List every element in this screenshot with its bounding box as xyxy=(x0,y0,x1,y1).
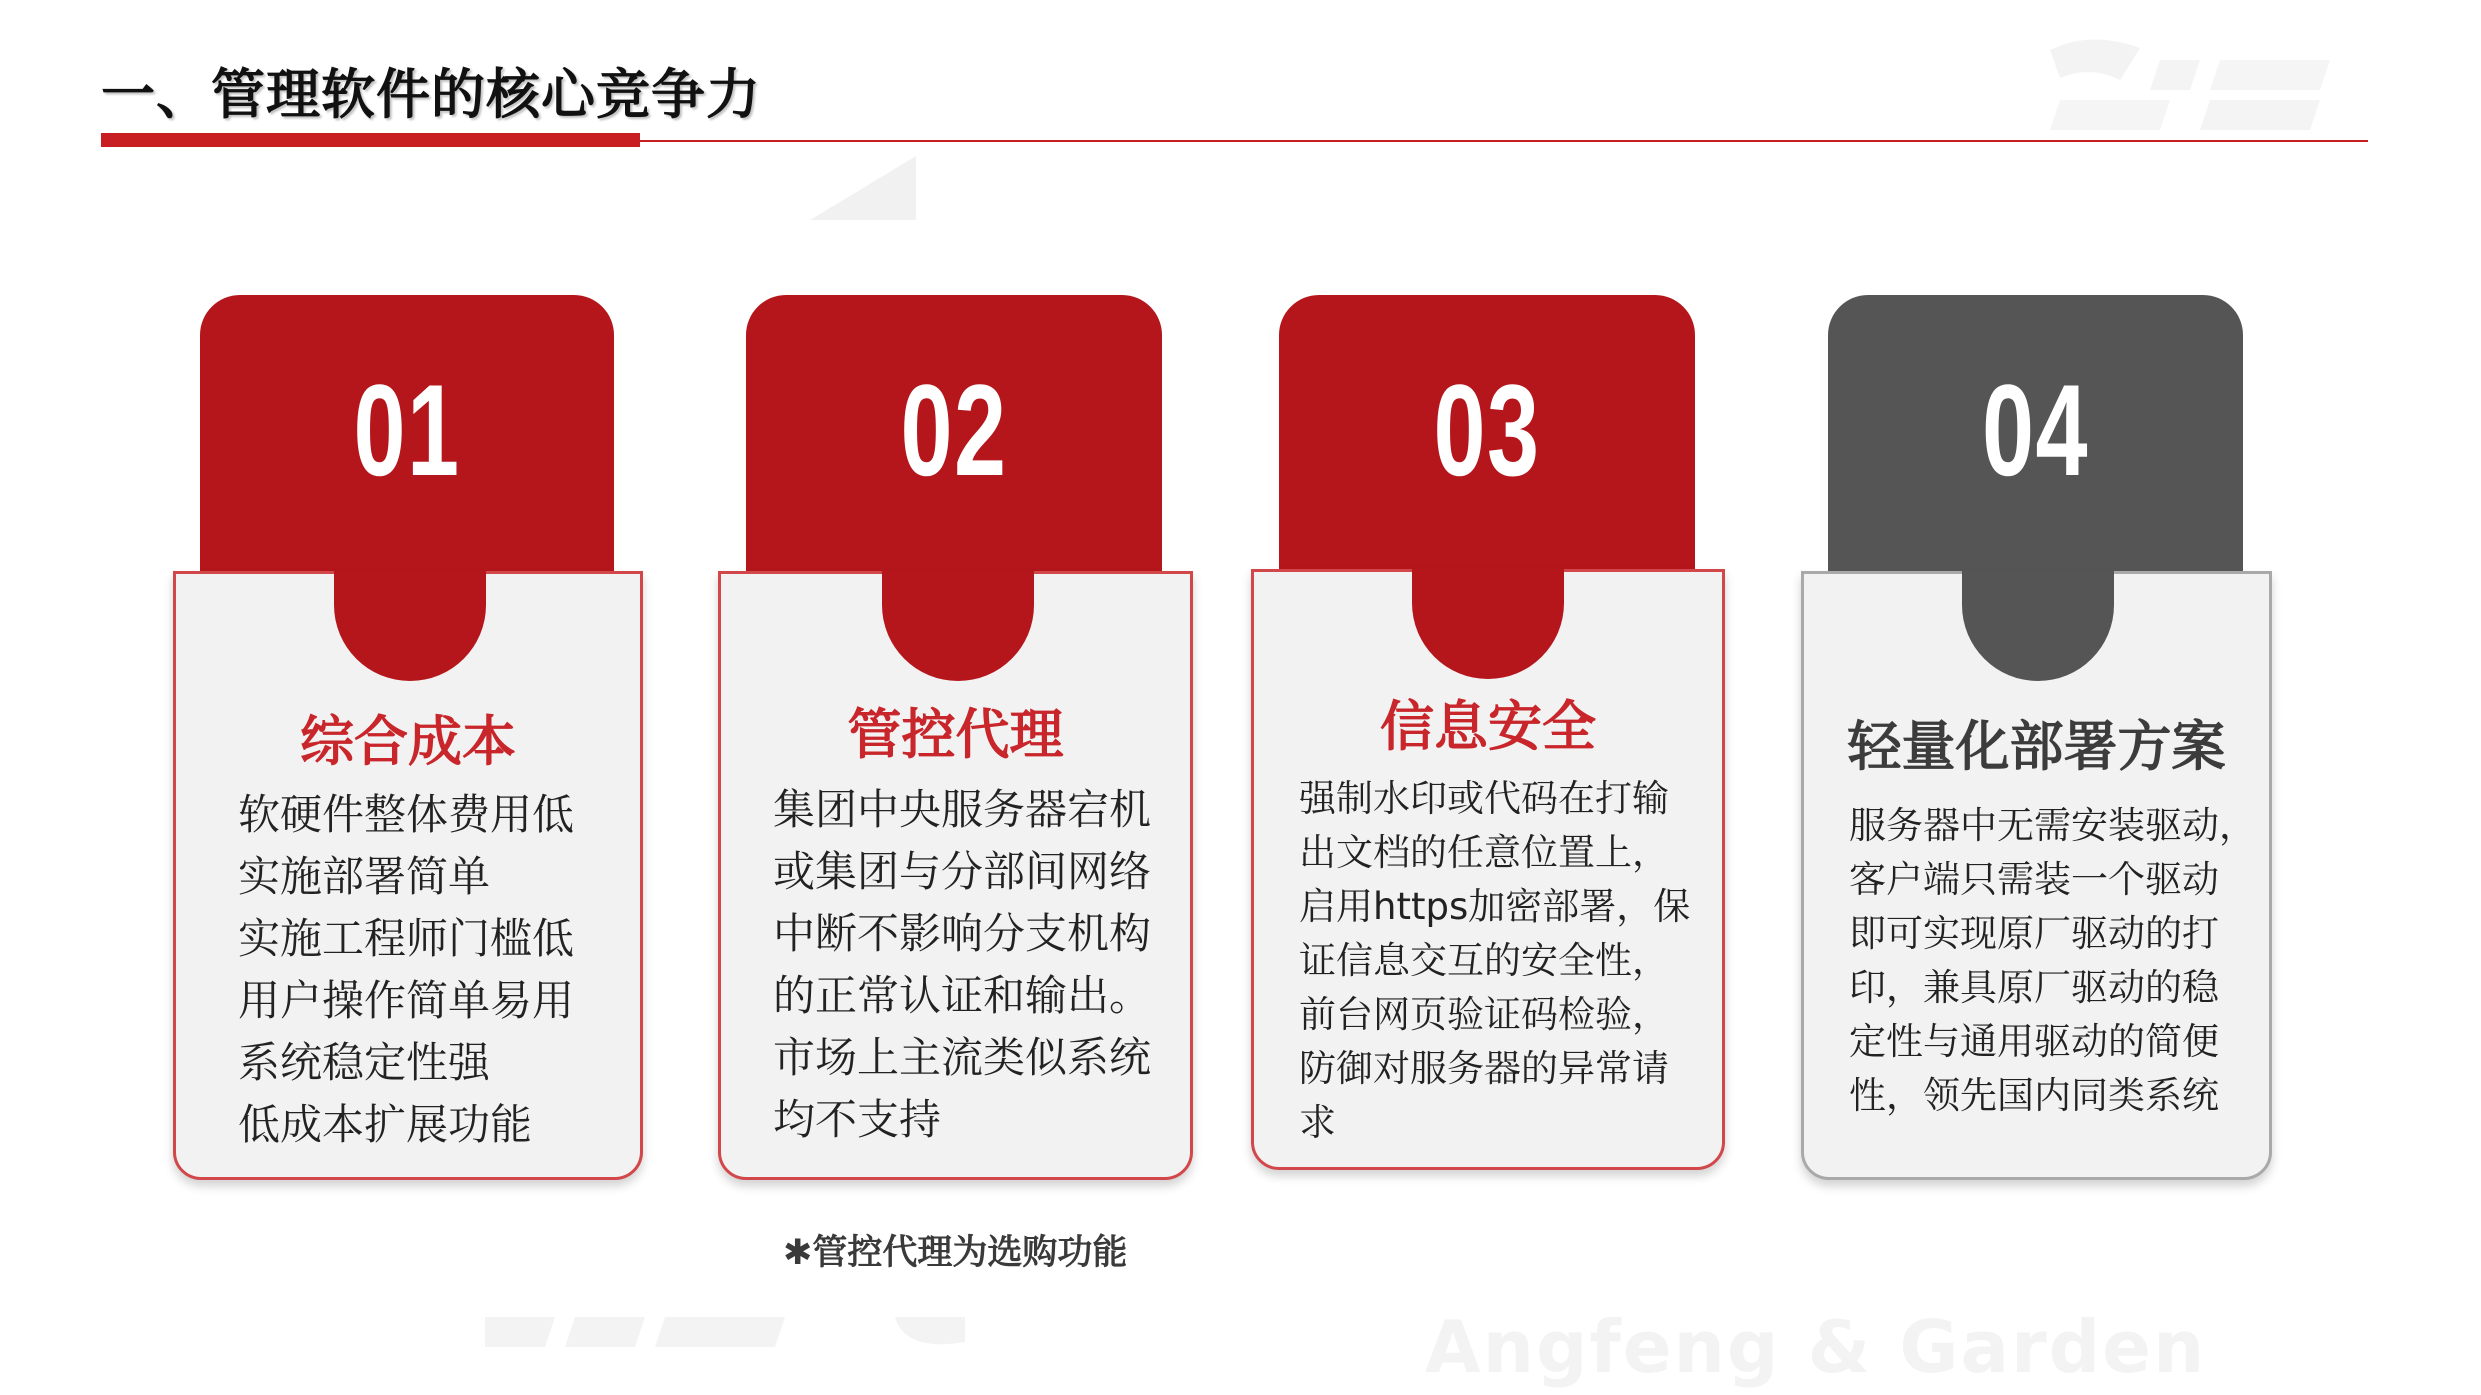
feature-card-2 xyxy=(718,295,1193,1180)
card-line: 的正常认证和输出。 xyxy=(773,971,1152,1020)
card-tab xyxy=(334,571,486,681)
card-line: 实施工程师门槛低 xyxy=(238,914,575,963)
card-line: 定性与通用驱动的简便 xyxy=(1849,1020,2219,1063)
watermark-shapes xyxy=(485,1312,965,1352)
card-line: 集团中央服务器宕机 xyxy=(773,785,1152,834)
card-title: 综合成本 xyxy=(300,710,516,773)
card-body xyxy=(718,571,1193,1180)
card-header xyxy=(1279,295,1695,573)
watermark-triangle xyxy=(810,156,916,220)
card-line: 服务器中无需安装驱动， xyxy=(1849,804,2256,847)
card-line: 求 xyxy=(1299,1101,1336,1144)
card-line: 或集团与分部间网络 xyxy=(773,847,1152,896)
card-line: 前台网页验证码检验， xyxy=(1299,993,1669,1036)
card-tab xyxy=(882,571,1034,681)
card-line: 即可实现原厂驱动的打 xyxy=(1849,912,2219,955)
card-number: 04 xyxy=(1981,357,2089,503)
card-line: 均不支持 xyxy=(773,1095,942,1144)
card-tab xyxy=(1962,571,2114,681)
page-title: 一、管理软件的核心竞争力 xyxy=(101,63,761,126)
card-line: 证信息交互的安全性， xyxy=(1299,939,1669,982)
card-line: 中断不影响分支机构 xyxy=(773,909,1152,958)
watermark-logo xyxy=(2030,20,2350,140)
card-number: 01 xyxy=(353,357,461,503)
card-title: 轻量化部署方案 xyxy=(1847,715,2226,778)
card-line: 客户端只需装一个驱动 xyxy=(1849,858,2219,901)
card-body xyxy=(1251,569,1725,1170)
card-line: 实施部署简单 xyxy=(238,852,491,901)
card-title: 管控代理 xyxy=(847,703,1064,766)
card-description xyxy=(773,779,1151,1151)
card-tab xyxy=(1412,569,1564,679)
card-description xyxy=(1849,799,2256,1123)
card-body xyxy=(173,571,643,1180)
card-line: 出文档的任意位置上， xyxy=(1299,831,1669,874)
watermark-brand-text: Angfeng & Garden xyxy=(1425,1305,2207,1389)
card-number: 02 xyxy=(900,357,1008,503)
card-header xyxy=(1828,295,2243,575)
card-header xyxy=(746,295,1162,575)
title-accent-bar xyxy=(101,133,640,147)
feature-card-4 xyxy=(1801,295,2272,1180)
card-line: 软硬件整体费用低 xyxy=(238,790,575,839)
feature-card-1 xyxy=(173,295,643,1180)
card-title: 信息安全 xyxy=(1380,695,1596,758)
card-body xyxy=(1801,571,2272,1180)
footnote: ✱管控代理为选购功能 xyxy=(783,1233,1128,1273)
card-line: 系统稳定性强 xyxy=(238,1038,491,1087)
card-line: 市场上主流类似系统 xyxy=(773,1033,1152,1082)
card-line: 印，兼具原厂驱动的稳 xyxy=(1849,966,2219,1009)
card-line: 性，领先国内同类系统 xyxy=(1849,1074,2219,1117)
card-line: 启用https加密部署，保 xyxy=(1299,885,1691,928)
card-line: 用户操作简单易用 xyxy=(238,976,575,1025)
card-number: 03 xyxy=(1433,357,1541,503)
card-line: 防御对服务器的异常请 xyxy=(1299,1047,1669,1090)
card-header xyxy=(200,295,614,575)
card-description xyxy=(1299,772,1690,1150)
card-description xyxy=(238,784,574,1156)
card-line: 低成本扩展功能 xyxy=(238,1100,533,1149)
card-line: 强制水印或代码在打输 xyxy=(1299,777,1669,820)
feature-card-3 xyxy=(1251,295,1725,1170)
